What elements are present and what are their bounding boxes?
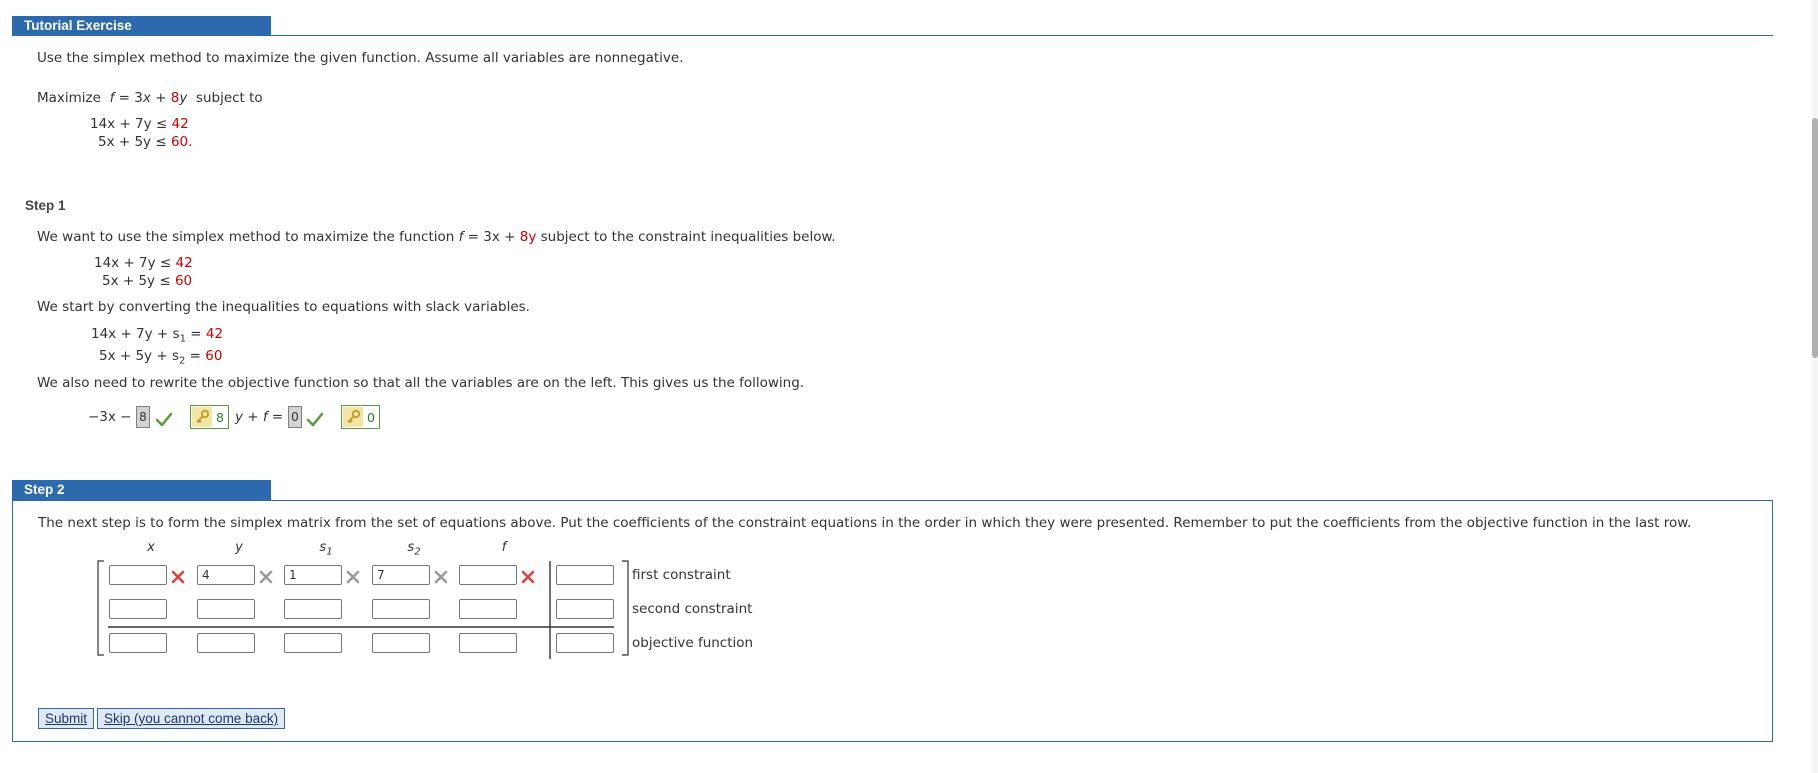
matrix-cell-r3-y[interactable] bbox=[197, 633, 255, 653]
slack-equation-1: $14x + 7y + s_1 = 42$ bbox=[91, 326, 224, 345]
objective-prefix: −3x − bbox=[88, 409, 132, 425]
step2-header: Step 2 bbox=[12, 480, 271, 500]
step1-constraint-2: 5x + 5y ≤ 60 bbox=[102, 273, 193, 289]
gray-x-icon bbox=[259, 570, 273, 584]
matrix-cell-r1-s2[interactable] bbox=[372, 565, 430, 585]
step1-constraint-1: 14x + 7y ≤ 42 bbox=[94, 255, 193, 271]
matrix-cell-r1-rhs[interactable] bbox=[556, 565, 614, 585]
step1-intro: We want to use the simplex method to maximize the function f = 3x + 8y subject to the constraint inequalities below. bbox=[37, 229, 836, 245]
key-icon bbox=[343, 407, 363, 427]
header-divider bbox=[12, 35, 1773, 36]
key-icon bbox=[192, 407, 212, 427]
step2-instruction: The next step is to form the simplex matrix from the set of equations above. Put the coefficients of the constraint equations in the order in which they were presented. Remember to put the coefficients from the objective function in the last row. bbox=[38, 515, 1692, 531]
row-label-first-constraint: first constraint bbox=[632, 567, 731, 583]
row-label-objective-function: objective function bbox=[632, 635, 754, 651]
check-icon bbox=[306, 410, 324, 428]
answer-key-2[interactable] bbox=[341, 405, 380, 429]
gray-x-icon bbox=[434, 570, 448, 584]
matrix-cell-r2-x[interactable] bbox=[109, 599, 167, 619]
problem-instruction: Use the simplex method to maximize the given function. Assume all variables are nonnegative. bbox=[37, 50, 684, 66]
matrix-cell-r2-y[interactable] bbox=[197, 599, 255, 619]
matrix-cell-r2-s1[interactable] bbox=[284, 599, 342, 619]
column-label-y: y bbox=[235, 540, 243, 555]
answer-key-1[interactable] bbox=[190, 405, 229, 429]
matrix-cell-r3-f[interactable] bbox=[459, 633, 517, 653]
page-scrollbar[interactable] bbox=[1812, 0, 1818, 773]
submit-button[interactable]: Submit bbox=[38, 708, 94, 729]
matrix-cell-r1-x[interactable] bbox=[109, 565, 167, 585]
constraint-1: 14x + 7y ≤ 42 bbox=[90, 116, 189, 132]
matrix-cell-r1-f[interactable] bbox=[459, 565, 517, 585]
matrix-cell-r2-f[interactable] bbox=[459, 599, 517, 619]
matrix-cell-r3-x[interactable] bbox=[109, 633, 167, 653]
section-header-tutorial: Tutorial Exercise bbox=[12, 16, 271, 36]
column-label-f: f bbox=[501, 540, 507, 555]
slack-text: We start by converting the inequalities to equations with slack variables. bbox=[37, 299, 530, 315]
answer-box-1: 8 bbox=[136, 406, 150, 428]
objective-statement: Maximize f = 3x + 8y subject to bbox=[37, 90, 263, 106]
check-icon bbox=[155, 410, 173, 428]
scrollbar-thumb[interactable] bbox=[1812, 118, 1818, 358]
matrix-cell-r3-rhs[interactable] bbox=[556, 633, 614, 653]
skip-button[interactable]: Skip (you cannot come back) bbox=[97, 708, 285, 729]
key-value: 8 bbox=[216, 409, 224, 425]
matrix-cell-r2-rhs[interactable] bbox=[556, 599, 614, 619]
answer-box-2: 0 bbox=[288, 406, 302, 428]
matrix-cell-r3-s2[interactable] bbox=[372, 633, 430, 653]
objective-mid: y + f = bbox=[235, 409, 284, 425]
row-label-second-constraint: second constraint bbox=[632, 601, 753, 617]
matrix-cell-r1-y[interactable] bbox=[197, 565, 255, 585]
column-label-x: x bbox=[147, 540, 155, 555]
gray-x-icon bbox=[346, 570, 360, 584]
column-label-s2: $s_2$ bbox=[407, 540, 421, 558]
matrix-cell-r3-s1[interactable] bbox=[284, 633, 342, 653]
step1-title: Step 1 bbox=[25, 198, 66, 213]
matrix-cell-r1-s1[interactable] bbox=[284, 565, 342, 585]
incorrect-icon bbox=[521, 570, 535, 584]
key-value: 0 bbox=[367, 409, 375, 425]
matrix-cell-r2-s2[interactable] bbox=[372, 599, 430, 619]
incorrect-icon bbox=[171, 570, 185, 584]
column-label-s1: $s_1$ bbox=[319, 540, 333, 558]
constraint-2: 5x + 5y ≤ 60. bbox=[98, 134, 193, 150]
rewrite-text: We also need to rewrite the objective function so that all the variables are on the left. This gives us the following. bbox=[37, 375, 805, 391]
slack-equation-2: $5x + 5y + s_2 = 60$ bbox=[99, 348, 223, 367]
